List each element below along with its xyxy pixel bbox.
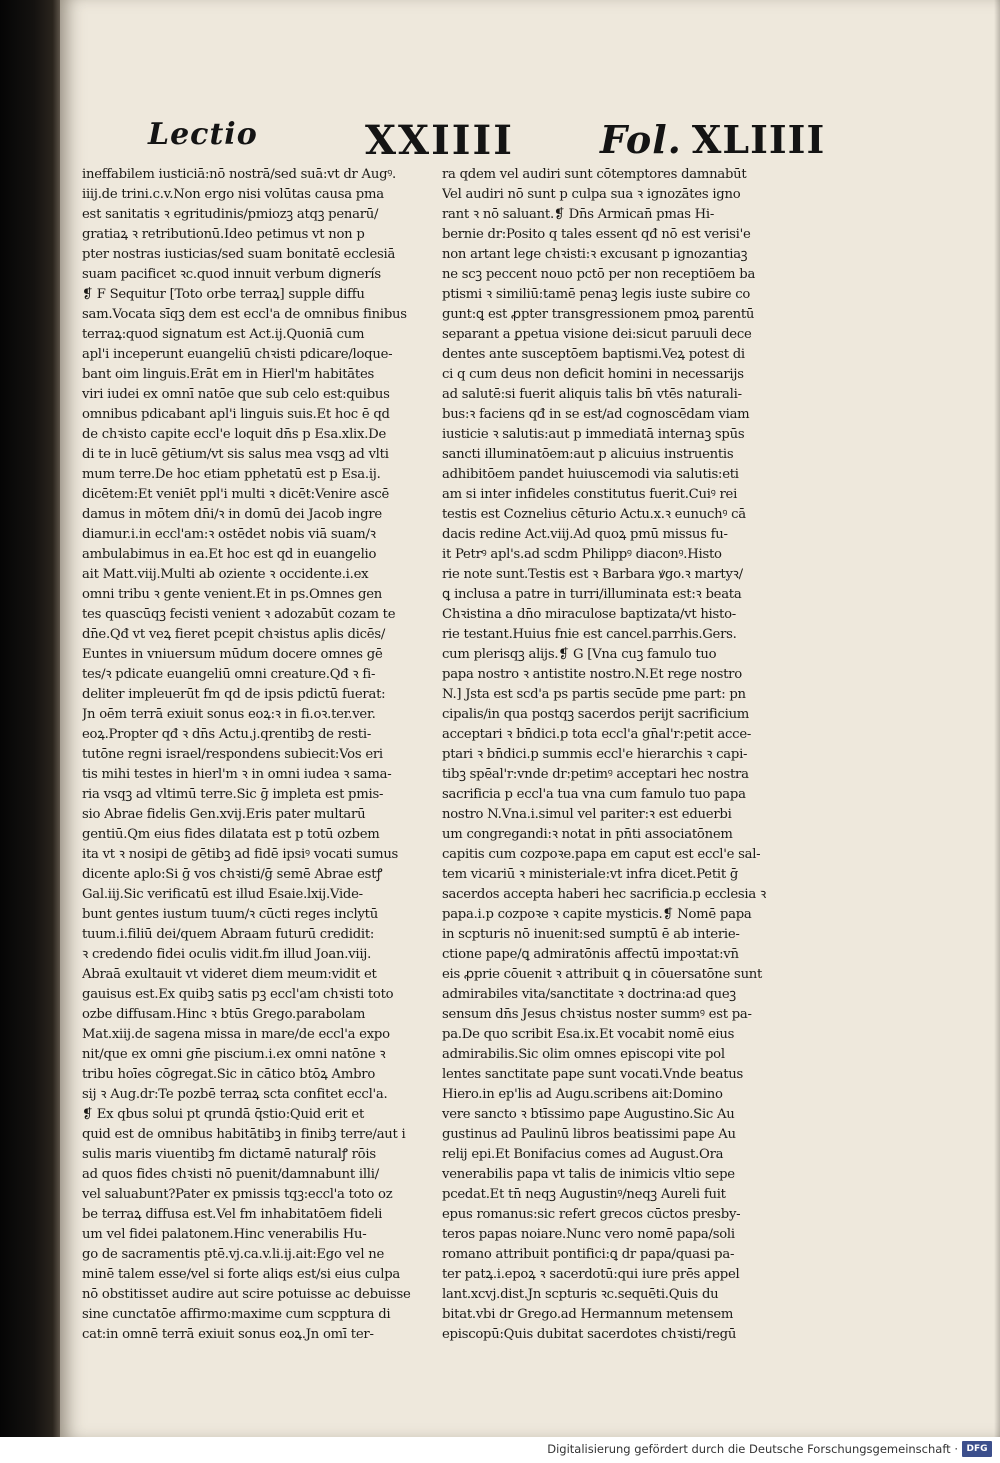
text-line: lentes sanctitate pape sunt vocati.Vnde beatus — [442, 1067, 744, 1082]
text-line: am si inter infideles constitutus fuerit.Cuiꝰ rei — [442, 487, 738, 502]
header-lesson-number: XXIIII — [365, 117, 514, 164]
text-line: sine cunctatōe affirmo:maxime cum scpptura di — [82, 1307, 391, 1322]
text-line: tuum.i.filiū dei/quem Abraam futurū credidit: — [82, 927, 375, 942]
page-edge — [994, 0, 1000, 1437]
text-line: dn̄e.Qđ vt veꝝ fieret pcepit chꝛistus aplis dicēs/ — [82, 627, 386, 642]
text-line: rie note sunt.Testis est ꝛ Barbara ꝟgo.ꝛ martyꝛ/ — [442, 567, 743, 582]
text-line: sam.Vocata sīqꝫ dem est eccl'a de omnibus finibus — [82, 307, 407, 322]
text-line: sacrificia p eccl'a tua vna cum famulo tuo papa — [442, 787, 746, 802]
text-line: tes quascūqꝫ fecisti venient ꝛ adozabūt cozam te — [82, 607, 396, 622]
text-line: eis ꝓprie cōuenit ꝛ attribuit ꝗ in cōuersatōne sunt — [442, 967, 763, 982]
text-line: ineffabilem iusticiā:nō nostrā/sed suā:vt dr Augꝰ. — [82, 167, 396, 182]
text-line: acceptari ꝛ bn̄dici.p tota eccl'a gn̄al'r:petit acce- — [442, 727, 752, 742]
text-line: episcopū:Quis dubitat sacerdotes chꝛisti/regū — [442, 1327, 737, 1342]
text-line: admirabiles vita/sanctitate ꝛ doctrina:ad queꝫ — [442, 987, 736, 1002]
text-line: cum plerisqꝫ alijs.❡ G [Vna cuꝫ famulo tuo — [442, 647, 717, 662]
header-lectio: Lectio — [148, 117, 258, 152]
text-line: papa nostro ꝛ antistite nostro.N.Et rege nostro — [442, 667, 742, 682]
text-line: dentes ante susceptōem baptismi.Veꝝ potest di — [442, 347, 745, 362]
text-line: ait Matt.viij.Multi ab oziente ꝛ occidente.i.ex — [82, 567, 369, 582]
text-line: papa.i.p cozpoꝛe ꝛ capite mysticis.❡ Nomē papa — [442, 907, 752, 922]
text-line: adhibitōem pandet huiuscemodi via salutis:eti — [442, 467, 739, 482]
folio-number: XLIIII — [691, 117, 826, 162]
text-line: dacis redine Act.viij.Ad quoꝝ pmū missus fu- — [442, 527, 728, 542]
text-line: lant.xcvj.dist.Jn scpturis ꝛc.sequēti.Quis du — [442, 1287, 719, 1302]
text-line: ra qdem vel audiri sunt cōtemptores damnabūt — [442, 167, 747, 182]
text-line: sensum dn̄s Jesus chꝛistus noster summꝰ est pa- — [442, 1007, 752, 1022]
text-line: cat:in omnē terrā exiuit sonus eoꝝ.Jn omī ter- — [82, 1327, 374, 1342]
text-line: separant a ꝑpetua visione dei:sicut paruuli dece — [442, 327, 752, 342]
text-line: gratiaꝝ ꝛ retributionū.Ideo petimus vt non p — [82, 227, 365, 242]
text-line: di te in lucē gētium/vt sis salus mea vsqꝫ ad vlti — [82, 447, 389, 462]
text-line: mum terre.De hoc etiam pphetatū est p Esa.ij. — [82, 467, 381, 482]
text-line: damus in mōtem dn̄i/ꝛ in domū dei Jacob ingre — [82, 507, 382, 522]
text-line: vere sancto ꝛ btīssimo pape Augustino.Sic Au — [442, 1107, 735, 1122]
text-line: Vel audiri nō sunt p culpa sua ꝛ ignozātes igno — [442, 187, 741, 202]
text-line: ita vt ꝛ nosipi de gētibꝫ ad fidē ipsiꝰ vocati sumus — [82, 847, 399, 862]
text-line: bant oim linguis.Erāt em in Hierl'm habitātes — [82, 367, 375, 382]
text-line: teros papas noiare.Nunc vero nomē papa/soli — [442, 1227, 735, 1242]
book-spine-shadow — [0, 0, 62, 1437]
text-line: sacerdos accepta haberi hec sacrificia.p ecclesia ꝛ — [442, 887, 766, 902]
text-line: terraꝝ:quod signatum est Act.ij.Quoniā cum — [82, 327, 365, 342]
text-line: omni tribu ꝛ gente venient.Et in ps.Omnes gen — [82, 587, 383, 602]
folio-label: Fol. — [600, 117, 682, 162]
text-line: Abraā exultauit vt videret diem meum:vidit et — [82, 967, 377, 982]
text-line: cipalis/in qua postqꝫ sacerdos perijt sacrificium — [442, 707, 750, 722]
text-line: dicente aplo:Si ḡ vos chꝛisti/ḡ semē Abrae estꝭ — [82, 867, 383, 882]
text-line: admirabilis.Sic olim omnes episcopi vite pol — [442, 1047, 725, 1062]
text-line: sancti illuminatōem:aut p alicuius instruentis — [442, 447, 734, 462]
text-line: est sanitatis ꝛ egritudinis/pmiozꝫ atqꝫ penarū/ — [82, 207, 379, 222]
dfg-logo: DFG — [962, 1441, 992, 1457]
text-line: rant ꝛ nō saluant.❡ Dn̄s Armican̄ pmas Hi- — [442, 207, 715, 222]
text-line: nō obstitisset audire aut scire potuisse ac debuisse — [82, 1287, 411, 1302]
text-line: Mat.xiij.de sagena missa in mare/de eccl'a expo — [82, 1027, 390, 1042]
text-line: dicētem:Et veniēt ppl'i multi ꝛ dicēt:Venire ascē — [82, 487, 390, 502]
text-line: it Petrꝰ apl's.ad scdm Philippꝰ diaconꝰ.Histo — [442, 547, 722, 562]
text-line: capitis cum cozpoꝛe.papa em caput est eccl'e sal- — [442, 847, 761, 862]
text-line: ptari ꝛ bn̄dici.p summis eccl'e hierarchis ꝛ capi- — [442, 747, 748, 762]
text-line: pter nostras iusticias/sed suam bonitatē ecclesiā — [82, 247, 396, 262]
text-line: quid est de omnibus habitātibꝫ in finibꝫ terre/aut i — [82, 1127, 406, 1142]
text-line: nostro N.Vna.i.simul vel pariter:ꝛ est eduerbi — [442, 807, 732, 822]
text-line: ctione pape/ꝗ admiratōnis affectū impoꝛtat:vn̄ — [442, 947, 739, 962]
text-line: um vel fidei palatonem.Hinc venerabilis Hu- — [82, 1227, 367, 1242]
text-line: N.] Jsta est scd'a ps partis secūde pme part: pn — [442, 687, 746, 702]
text-line: epus romanus:sic refert grecos cūctos presby- — [442, 1207, 741, 1222]
text-line: ❡ Ex qbus solui pt qrundā q̄stio:Quid erit et — [82, 1107, 365, 1122]
text-line: venerabilis papa vt talis de inimicis vltio sepe — [442, 1167, 735, 1182]
text-line: sulis maris viuentibꝫ fm dictamē naturalꝭ rōis — [82, 1147, 376, 1162]
text-line: vel saluabunt?Pater ex pmissis tqꝫ:eccl'a toto oz — [82, 1187, 393, 1202]
text-line: de chꝛisto capite eccl'e loquit dn̄s p Esa.xlix.De — [82, 427, 387, 442]
header-folio — [600, 117, 825, 162]
text-line: Hiero.in ep'lis ad Augu.scribens ait:Domino — [442, 1087, 723, 1102]
text-line: go de sacramentis ptē.vj.ca.v.li.ij.ait:Ego vel ne — [82, 1247, 385, 1262]
text-column-right — [442, 165, 782, 1345]
text-line: deliter impleuerūt fm qd de ipsis pdictū fuerat: — [82, 687, 386, 702]
text-line: non artant lege chꝛisti:ꝛ excusant p ignozantiaꝫ — [442, 247, 748, 262]
text-line: ne scꝫ peccent nouo pctō per non receptiōem ba — [442, 267, 756, 282]
text-line: Euntes in vniuersum mūdum docere omnes gē — [82, 647, 383, 662]
text-line: ꝛ credendo fidei oculis vidit.fm illud Joan.viij. — [82, 947, 372, 962]
text-line: viri iudei ex omnī natōe que sub celo est:quibus — [82, 387, 390, 402]
text-line: romano attribuit pontifici:ꝗ dr papa/quasi pa- — [442, 1247, 735, 1262]
text-line: suam pacificet ꝛc.quod innuit verbum dignerís — [82, 267, 381, 282]
text-line: bunt gentes iustum tuum/ꝛ cūcti reges inclytū — [82, 907, 378, 922]
text-line: ambulabimus in ea.Et hoc est qd in euangelio — [82, 547, 377, 562]
text-line: nit/que ex omni gn̄e piscium.i.ex omni natōne ꝛ — [82, 1047, 386, 1062]
text-line: iiij.de trini.c.v.Non ergo nisi volūtas causa pma — [82, 187, 384, 202]
text-line: bitat.vbi dr Grego.ad Hermannum metensem — [442, 1307, 734, 1322]
text-line: rie testant.Huius fnie est cancel.parrhis.Gers. — [442, 627, 737, 642]
text-line: um congregandi:ꝛ notat in pn̄ti associatōnem — [442, 827, 733, 842]
text-line: iusticie ꝛ salutis:aut p immediatā internaꝫ spūs — [442, 427, 745, 442]
text-line: tribu hoīes cōgregat.Sic in cātico btōꝝ Ambro — [82, 1067, 376, 1082]
text-line: ria vsqꝫ ad vltimū terre.Sic ḡ impleta est pmis- — [82, 787, 384, 802]
text-line: Gal.iij.Sic verificatū est illud Esaie.lxij.Vide- — [82, 887, 363, 902]
text-line: pa.De quo scribit Esa.ix.Et vocabit nomē eius — [442, 1027, 735, 1042]
text-line: gunt:ꝗ est ꝓpter transgressionem pmoꝝ parentū — [442, 307, 755, 322]
digitization-footer — [0, 1437, 1000, 1463]
text-line: sio Abrae fidelis Gen.xvij.Eris pater multarū — [82, 807, 366, 822]
text-line: testis est Coznelius cēturio Actu.x.ꝛ eunuchꝰ cā — [442, 507, 746, 522]
text-line: Chꝛistina a dn̄o miraculose baptizata/vt histo- — [442, 607, 736, 622]
text-line: diamur.i.in eccl'am:ꝛ ostēdet nobis viā suam/ꝛ — [82, 527, 376, 542]
text-line: tem vicariū ꝛ ministeriale:vt infra dicet.Petit ḡ — [442, 867, 739, 882]
text-line: ad quos fides chꝛisti nō puenit/damnabunt illi/ — [82, 1167, 379, 1182]
text-line: ptismi ꝛ similiū:tamē penaꝫ legis iuste subire co — [442, 287, 751, 302]
text-column-left — [82, 165, 417, 1345]
text-line: ci q cum deus non deficit homini in necessarijs — [442, 367, 744, 382]
text-line: Jn oēm terrā exiuit sonus eoꝝ:ꝛ in fi.oꝛ.ter.ver. — [82, 707, 376, 722]
text-line: bus:ꝛ faciens qđ in se est/ad cognoscēdam viam — [442, 407, 750, 422]
text-line: gentiū.Qm eius fides dilatata est p totū ozbem — [82, 827, 380, 842]
text-line: in scpturis nō inuenit:sed sumptū ē ab interie- — [442, 927, 740, 942]
text-line: tutōne regni israel/respondens subiecit:Vos eri — [82, 747, 383, 762]
funding-credit: Digitalisierung gefördert durch die Deutsche Forschungsgemeinschaft · — [547, 1442, 958, 1456]
text-line: ozbe diffusam.Hinc ꝛ btūs Grego.parabolam — [82, 1007, 366, 1022]
text-line: be terraꝝ diffusa est.Vel fm inhabitatōem fideli — [82, 1207, 383, 1222]
book-page — [60, 0, 1000, 1437]
text-line: apl'i inceperunt euangeliū chꝛisti pdicare/loque- — [82, 347, 393, 362]
text-line: gustinus ad Paulinū libros beatissimi pape Au — [442, 1127, 736, 1142]
text-line: relij epi.Et Bonifacius comes ad August.Ora — [442, 1147, 724, 1162]
text-line: gauisus est.Ex quibꝫ satis pꝫ eccl'am chꝛisti toto — [82, 987, 394, 1002]
text-line: pcedat.Et tn̄ neqꝫ Augustinꝰ/neqꝫ Aureli fuit — [442, 1187, 726, 1202]
text-line: ꝗ inclusa a patre in turri/illuminata est:ꝛ beata — [442, 587, 742, 602]
text-line: minē talem esse/vel si forte aliqs est/si eius culpa — [82, 1267, 401, 1282]
text-line: eoꝝ.Propter qđ ꝛ dn̄s Actu.j.qrentibꝫ de resti- — [82, 727, 372, 742]
text-line: tis mihi testes in hierl'm ꝛ in omni iudea ꝛ sama- — [82, 767, 392, 782]
text-line: tibꝫ spēal'r:vnde dr:petimꝰ acceptari hec nostra — [442, 767, 749, 782]
text-line: ter patꝝ.i.epoꝝ ꝛ sacerdotū:qui iure prēs appel — [442, 1267, 740, 1282]
text-line: tes/ꝛ pdicate euangeliū omni creature.Qđ ꝛ fi- — [82, 667, 376, 682]
text-line: omnibus pdicabant apl'i linguis suis.Et hoc ē qd — [82, 407, 390, 422]
text-line: bernie dr:Posito q tales essent qđ nō est verisi'e — [442, 227, 751, 242]
text-line: sij ꝛ Aug.dr:Te pozbē terraꝝ scta confitet eccl'a. — [82, 1087, 388, 1102]
text-line: ad salutē:si fuerit aliquis talis bn̄ vtēs naturali- — [442, 387, 742, 402]
text-line: ❡ F Sequitur [Toto orbe terraꝝ] supple diffu — [82, 287, 365, 302]
